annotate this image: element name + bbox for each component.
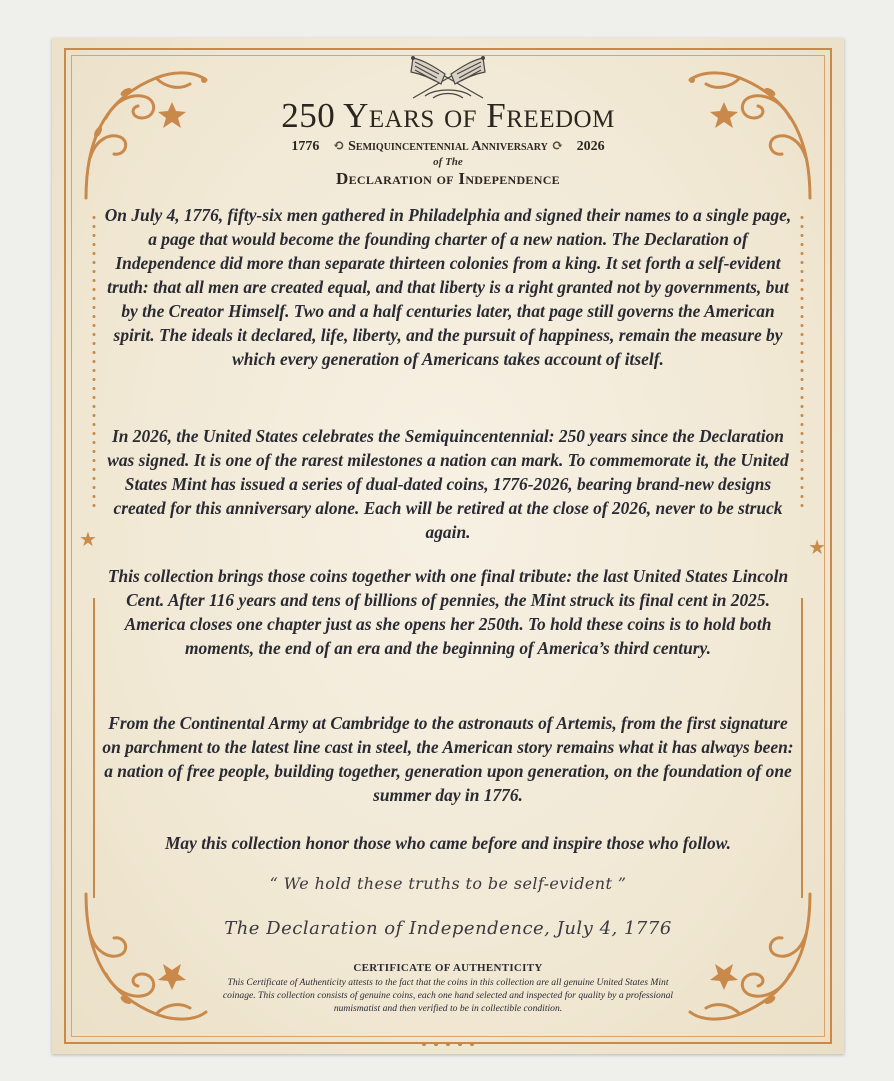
star-icon: ★	[79, 529, 97, 551]
paragraph-4: From the Continental Army at Cambridge to the astronauts of Artemis, from the first signature on parchment to the latest line cast in steel, the American story remains what it has always been: a nation of free people, building together, generation upon generation, on the foundation of one summer day in 1776.	[102, 713, 794, 805]
certificate-text: This Certificate of Authenticity attests to the fact that the coins in this collection are all genuine United States Mint coinage. This collection consists of genuine coins, each one hand selected and inspected for quality by a professional numismatist and then verified to be in collectible condition.	[222, 977, 674, 1014]
right-dot-line-top	[800, 213, 804, 513]
end-year: 2026	[576, 139, 605, 154]
crossed-flags-icon	[395, 52, 501, 102]
of-the-label: of The	[433, 156, 463, 168]
paragraph-2: In 2026, the United States celebrates the Semiquincentennial: 250 years since the Declaration was signed. It is one of the rarest milestones a nation can mark. To commemorate it, the United States Mint has issued a series of dual-dated coins, 1776-2026, bearing brand-new designs created for this anniversary alone. Each will be retired at the close of 2026, never to be struck again.	[107, 426, 789, 542]
certificate-heading: CERTIFICATE OF AUTHENTICITY	[353, 962, 543, 974]
bottom-dot-ornament	[418, 1041, 478, 1047]
paragraph-1: On July 4, 1776, fifty-six men gathered in Philadelphia and signed their names to a single page, a page that would become the founding charter of a new nation. The Declaration of Independence did more than separate thirteen colonies from a king. It set forth a self-evident truth: that all men are created equal, and that liberty is a right granted not by governments, but by the Creator Himself. Two and a half centuries later, that page still governs the American spirit. The ideals it declared, life, liberty, and the pursuit of happiness, remain the measure by which every generation of Americans takes account of itself.	[104, 205, 792, 369]
page-title: 250 Years of Freedom	[281, 96, 615, 135]
certificate-card	[52, 38, 844, 1054]
right-rule	[801, 598, 803, 898]
anniversary-label: Semiquincentennial Anniversary	[348, 139, 548, 154]
left-dot-line-top	[92, 213, 96, 513]
paragraph-3: This collection brings those coins together with one final tribute: the last United States Lincoln Cent. After 116 years and tens of billions of pennies, the Mint struck its final cent in 2025. America closes one chapter just as she opens her 250th. To hold these coins is to hold both moments, the end of an era and the beginning of America’s third century.	[107, 566, 789, 658]
start-year: 1776	[291, 139, 320, 154]
paragraph-5: May this collection honor those who came before and inspire those who follow.	[164, 833, 732, 853]
flourish-icon: ⟲	[332, 138, 345, 154]
anniversary-line	[52, 138, 844, 155]
document-name: Declaration of Independence	[336, 169, 560, 188]
left-rule	[93, 598, 95, 898]
flourish-icon	[76, 884, 226, 1034]
flourish-icon	[670, 884, 820, 1034]
star-icon: ★	[808, 537, 826, 559]
flourish-icon: ⟳	[551, 138, 564, 154]
script-quote: “ We hold these truths to be self-evident ”	[269, 874, 627, 893]
script-attribution: The Declaration of Independence, July 4, 1776	[224, 918, 672, 939]
